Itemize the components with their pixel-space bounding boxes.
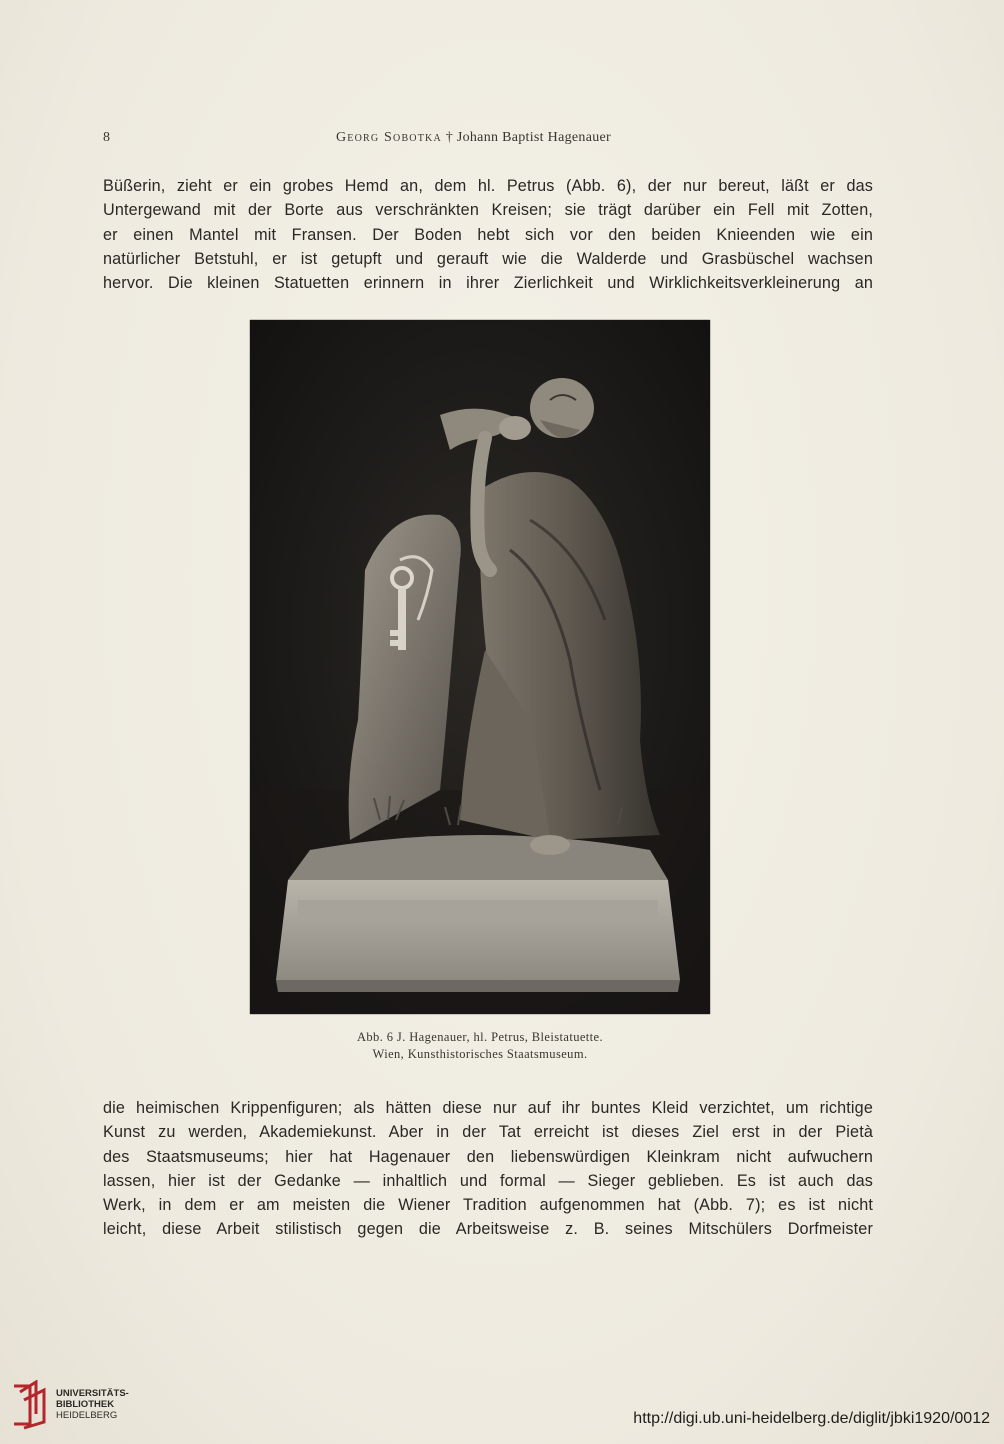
figure-caption-line-2: Wien, Kunsthistorisches Staatsmuseum. bbox=[372, 1047, 588, 1061]
statuette-illustration bbox=[250, 320, 710, 1014]
author-name: Georg Sobotka bbox=[336, 130, 442, 145]
library-name-line-3: HEIDELBERG bbox=[56, 1410, 118, 1421]
running-head-title bbox=[336, 130, 611, 146]
running-head bbox=[103, 130, 873, 150]
library-logo[interactable] bbox=[10, 1380, 160, 1430]
text-line: natürlicher Betstuhl, er ist getupft und gerauft wie die Walderde und Grasbüschel wachsen bbox=[103, 249, 873, 268]
text-line: Kunst zu werden, Akademiekunst. Aber in der Tat erreicht ist dieses Ziel erst in der Pietà bbox=[103, 1123, 873, 1142]
library-logo-icon bbox=[10, 1380, 50, 1430]
text-line: Büßerin, zieht er ein grobes Hemd an, dem hl. Petrus (Abb. 6), der nur bereut, läßt er das bbox=[103, 177, 873, 195]
text-line: Werk, in dem er am meisten die Wiener Tradition aufgenommen hat (Abb. 7); es ist nicht bbox=[103, 1196, 873, 1215]
library-name-line-1: UNIVERSITÄTS- bbox=[56, 1388, 129, 1399]
dagger-mark: † bbox=[445, 130, 454, 145]
library-name-line-2: BIBLIOTHEK bbox=[56, 1399, 115, 1410]
statuette-base bbox=[276, 835, 680, 992]
text-line: Untergewand mit der Borte aus verschränkten Kreisen; sie trägt darüber ein Fell mit Zotten, bbox=[103, 201, 873, 220]
article-title: Johann Baptist Hagenauer bbox=[456, 130, 611, 145]
text-line: hervor. Die kleinen Statuetten erinnern in ihrer Zierlichkeit und Wirklichkeitsverkleinerung an bbox=[103, 274, 873, 293]
source-url-link[interactable]: http://digi.ub.uni-heidelberg.de/diglit/jbki1920/0012 bbox=[633, 1410, 990, 1427]
figure-caption-line-1: Abb. 6 J. Hagenauer, hl. Petrus, Bleistatuette. bbox=[356, 1030, 604, 1044]
text-line: leicht, diese Arbeit stilistisch gegen die Arbeitsweise z. B. seines Mitschülers Dorfmeister bbox=[103, 1220, 873, 1239]
statuette-photograph bbox=[250, 320, 710, 1014]
text-line: lassen, hier ist der Gedanke — inhaltlich und formal — Sieger geblieben. Es ist auch das bbox=[103, 1171, 873, 1190]
text-line: des Staatsmuseums; hier hat Hagenauer den liebenswürdigen Kleinkram nicht aufwuchern bbox=[103, 1147, 873, 1166]
library-name bbox=[56, 1388, 129, 1421]
body-paragraph-bottom bbox=[103, 1096, 873, 1242]
page-number: 8 bbox=[103, 130, 110, 145]
text-line: die heimischen Krippenfiguren; als hätten diese nur auf ihr buntes Kleid verzichtet, um richtige bbox=[103, 1099, 873, 1117]
text-line: er einen Mantel mit Fransen. Der Boden hebt sich vor den beiden Knieenden wie ein bbox=[103, 225, 873, 244]
body-paragraph-top bbox=[103, 174, 873, 295]
